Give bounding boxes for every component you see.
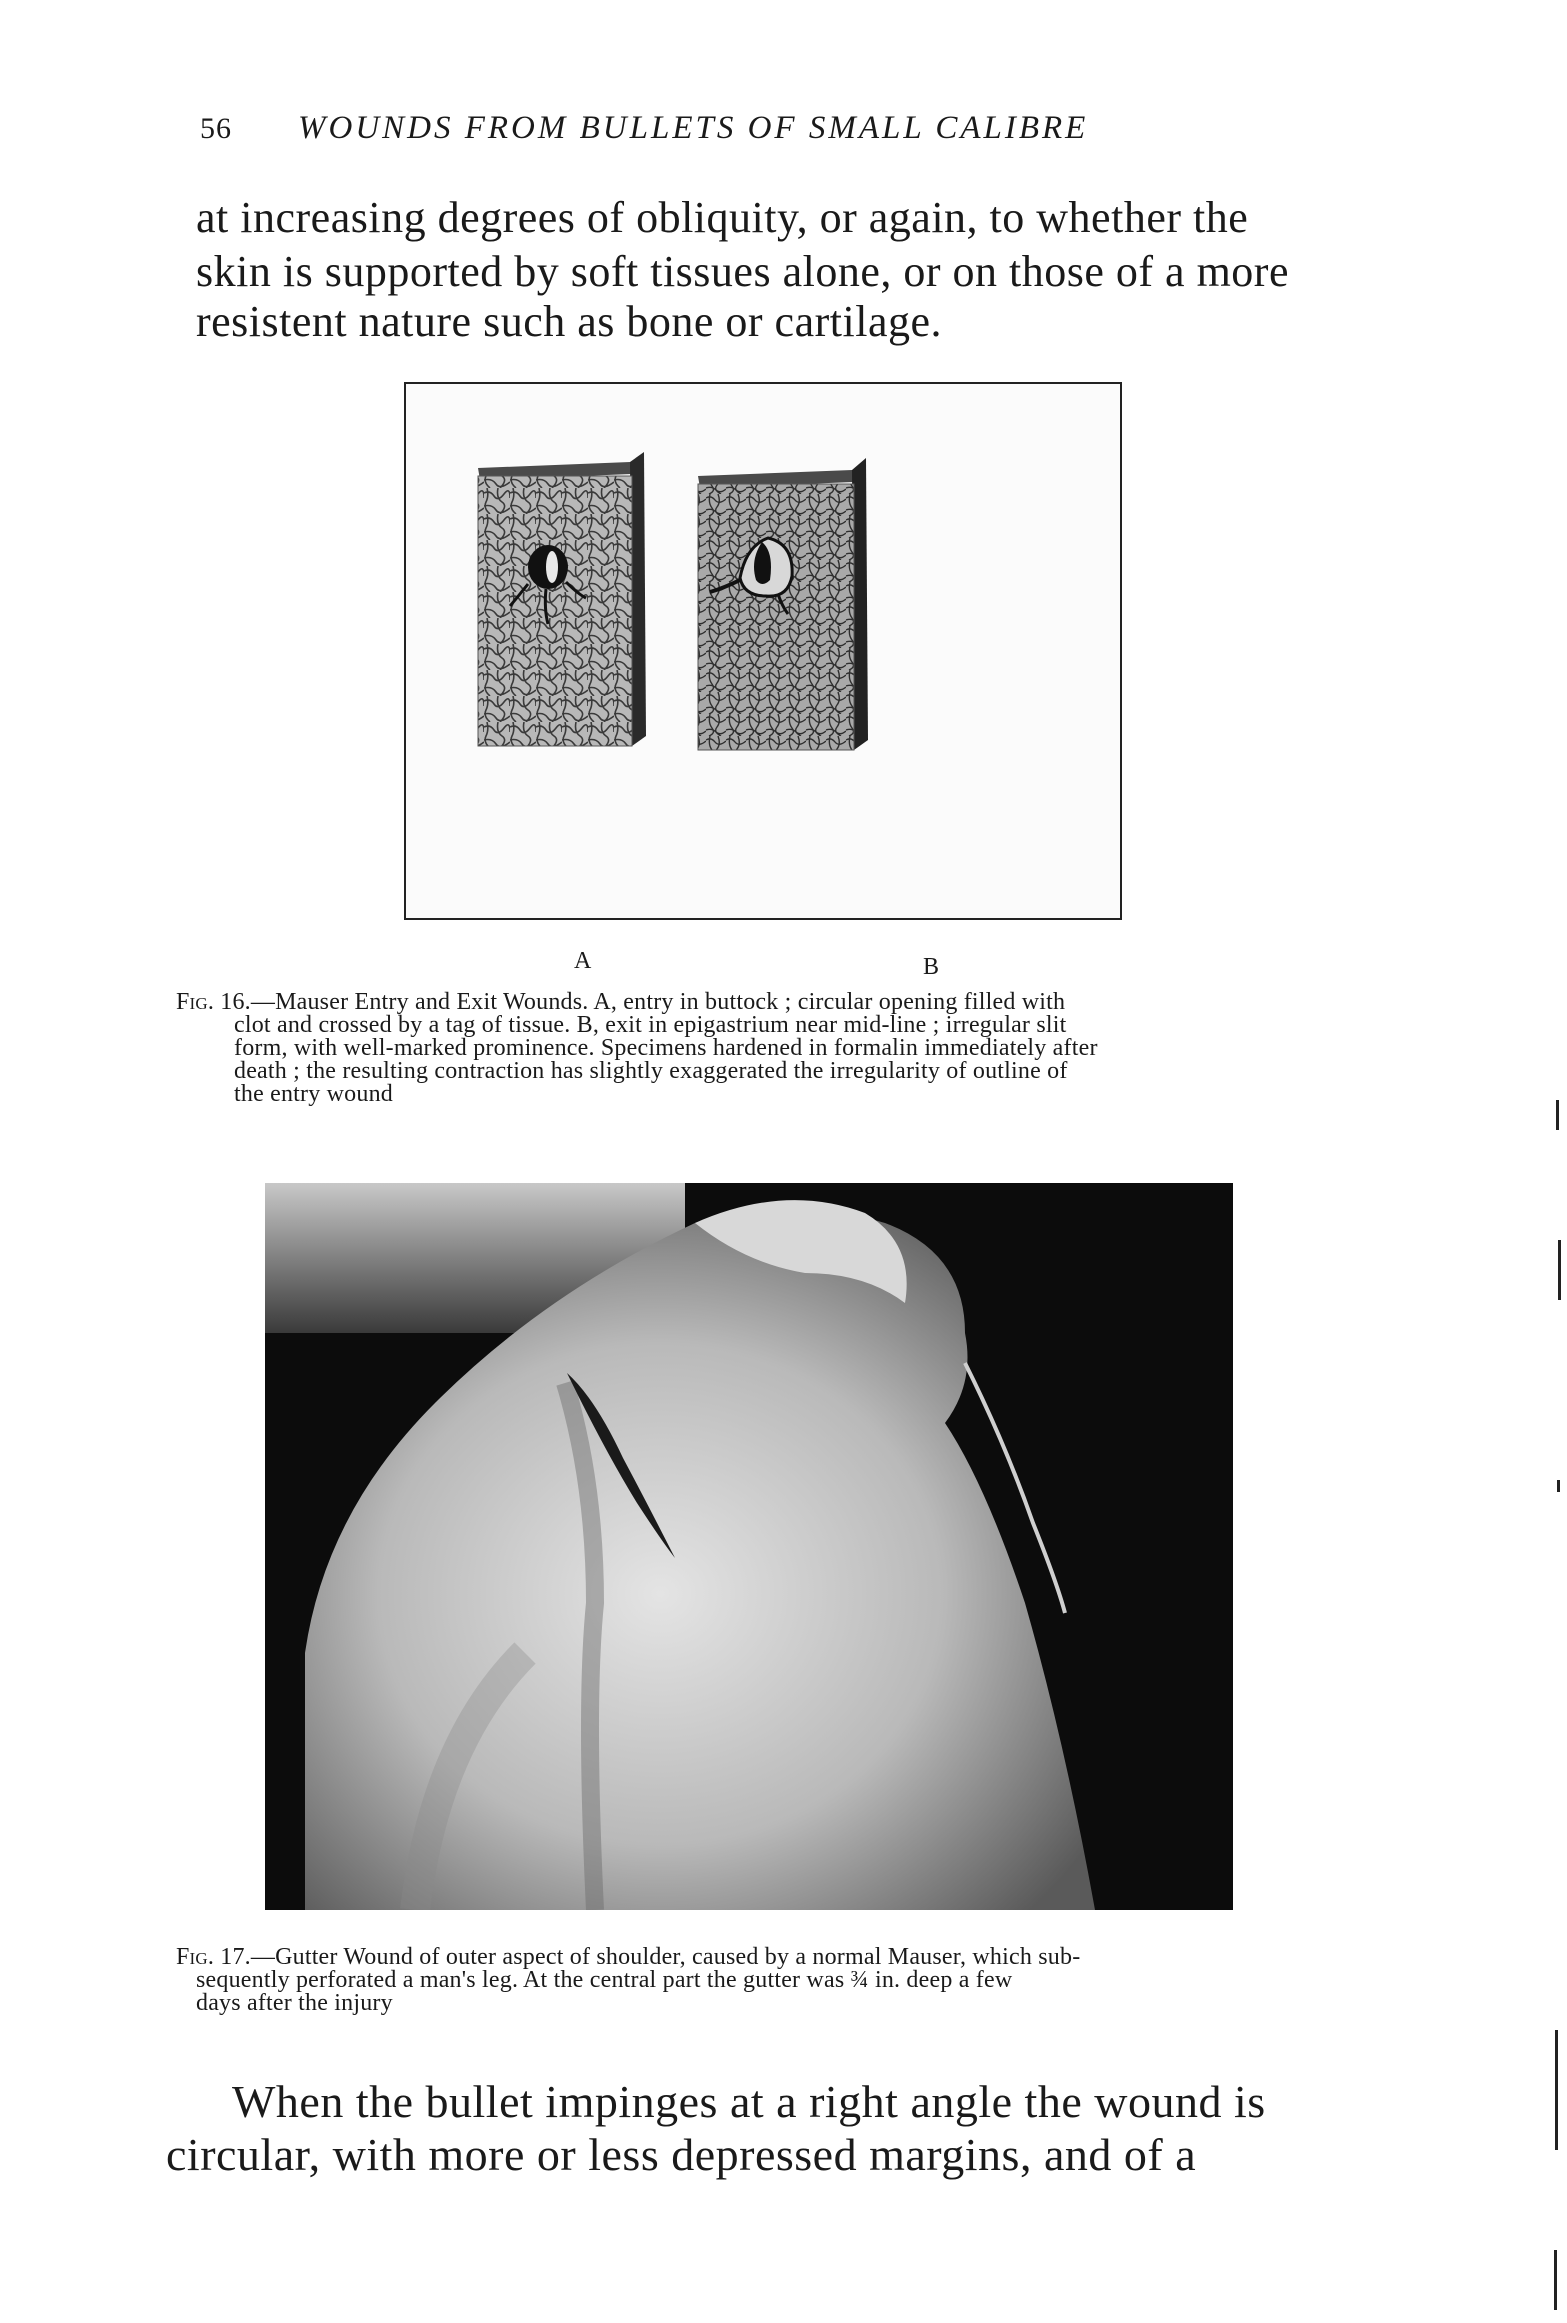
body-text-line: resistent nature such as bone or cartilage. [196,297,942,346]
figure-16-label-b: B [923,954,940,980]
figure-17-caption-text: —Gutter Wound of outer aspect of shoulder, caused by a normal Mauser, which sub- [250,1944,1081,1970]
scan-edge-mark [1554,2250,1557,2310]
figure-17-caption-line [176,1945,1080,1969]
body-text-line: When the bullet impinges at a right angle the wound is [232,2076,1266,2127]
running-title: WOUNDS FROM BULLETS OF SMALL CALIBRE [298,110,1089,146]
figure-16-label-a: A [574,948,592,974]
body-text-line: at increasing degrees of obliquity, or again, to whether the [196,193,1249,242]
figure-17-caption-line: sequently perforated a man's leg. At the central part the gutter was ¾ in. deep a few [196,1967,1013,1993]
body-text-line: circular, with more or less depressed margins, and of a [166,2129,1197,2180]
figure-16-caption-line: the entry wound [234,1081,393,1107]
figure-16-caption-line: death ; the resulting contraction has slightly exaggerated the irregularity of outline of [234,1058,1068,1084]
scan-edge-mark [1555,2030,1558,2150]
figure-16-frame [404,382,1122,920]
figure-17-caption-line: days after the injury [196,1990,393,2016]
scan-edge-mark [1556,1100,1559,1130]
figure-17-photograph [265,1183,1233,1910]
scan-edge-mark [1557,1480,1560,1492]
figure-16-caption-prefix: Fig. 16. [176,989,251,1015]
figure-16-caption-line [176,990,1065,1014]
figure-16-caption-line: form, with well-marked prominence. Specimens hardened in formalin immediately after [234,1035,1098,1061]
figure-16-caption-text: —Mauser Entry and Exit Wounds. A, entry in buttock ; circular opening filled with [250,989,1066,1015]
figure-16-illustration [406,384,1120,918]
specimen-a [478,452,646,746]
figure-16-caption-line: clot and crossed by a tag of tissue. B, exit in epigastrium near mid-line ; irregular slit [234,1012,1067,1038]
shoulder-photo-illustration [265,1183,1233,1910]
figure-17-caption-prefix: Fig. 17. [176,1944,251,1970]
body-text-line: skin is supported by soft tissues alone, or on those of a more [196,247,1289,296]
specimen-b [698,458,868,750]
scan-edge-mark [1558,1240,1561,1300]
page-number: 56 [200,112,232,145]
